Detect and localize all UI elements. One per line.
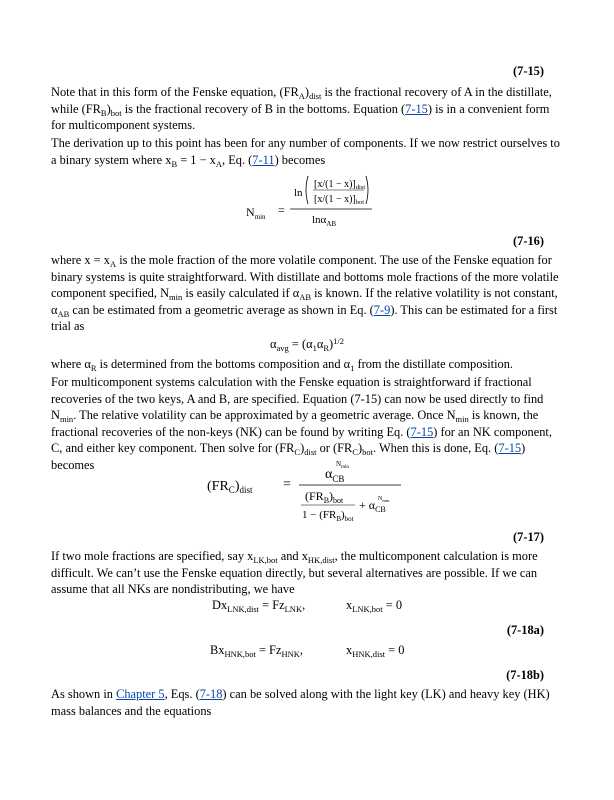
eq17-inner-den: $1 - (FR_B)_{bot}$ bbox=[302, 509, 354, 523]
link-eq-7-15[interactable]: 7-15 bbox=[405, 101, 428, 116]
equation-7-18b-right: $x_{HNK,dist} = 0$ bbox=[346, 643, 405, 659]
eq16-lhs: $N_{min}$ bbox=[246, 205, 266, 221]
equation-number-7-15: (7-15) bbox=[513, 64, 544, 78]
equation-7-18a-left: $Dx_{LNK,dist} = Fz_{LNK}$, bbox=[212, 598, 306, 614]
equation-7-18a-right: $x_{LNK,bot} = 0$ bbox=[346, 598, 403, 614]
paragraph-fractional-recovery: Note that in this form of the Fenske equation, $(FR_A)_{dist}$ is the fractional recovery of A in the distillate, while $(FR_B)_{bot}$ is the fractional recovery of B in the bottoms. Equation (7-15) is in a convenient form for multicomponent systems. bbox=[51, 85, 552, 132]
eq17-plus-alpha: + $\alpha_{CB}$ bbox=[359, 498, 386, 514]
eq16-num-top: $[x/(1 - x)]_{dist}$ bbox=[314, 179, 366, 191]
paragraph-two-mole-fractions: If two mole fractions are specified, say $x_{LK,bot}$ and $x_{HK,dist}$, the multicomponent calculation is more difficult. We can’t use the Fenske equation directly, but several alternatives are possible. If we can assume that all NKs are nondistributing, we have bbox=[51, 549, 538, 596]
link-eq-7-15-b[interactable]: 7-15 bbox=[410, 424, 434, 439]
eq16-left-paren bbox=[306, 176, 308, 204]
equation-number-7-18a: (7-18a) bbox=[506, 623, 544, 637]
equation-7-16 bbox=[240, 172, 380, 230]
eq17-plus-alpha-exp: $N_{min}$ bbox=[378, 496, 390, 503]
eq16-denominator: lnα$_{AB}$ bbox=[312, 214, 337, 228]
eq16-ln: ln bbox=[294, 187, 303, 199]
link-chapter-5[interactable]: Chapter 5 bbox=[116, 687, 165, 701]
paragraph-binary-fenske: where $x = x_A$ is the mole fraction of the more volatile component. The use of the Fenske equation for binary systems is quite straightforward. With distillate and bottoms mole fractions of the more volatile component specified, $N_{min}$ is easily calculated if $\alpha_{AB}$ is known. If the relative volatility is not constant, $\alpha_{AB}$ can be estimated from a geometric average as shown in Eq. (7-9). This can be estimated for a first trial as bbox=[51, 253, 559, 333]
eq16-right-paren bbox=[366, 176, 368, 204]
eq17-lhs: $(FR_C)_{dist}$ bbox=[207, 479, 253, 495]
link-eq-7-15-c[interactable]: 7-15 bbox=[498, 441, 522, 455]
paragraph-chapter-5: As shown in Chapter 5, Eqs. (7-18) can be solved along with the light key (LK) and heavy key (HK) mass balances and the equations bbox=[51, 687, 550, 718]
paragraph-multicomponent: For multicomponent systems calculation with the Fenske equation is straightforward if fractional recoveries of the two keys, A and B, are specified. Equation (7-15) can now be used directly to find $N_{min}$. The relative volatility can be approximated by a geometric average. Once $N_{min}$ is known, the fractional recoveries of the non-keys (NK) can be found by writing Eq. (7-15) for an NK component, C, and either key component. Then solve for $(FR_C)_{dist}$ or $(FR_C)_{bot}$. When this is done, Eq. (7-15) becomes bbox=[51, 375, 552, 472]
eq17-numerator: $\alpha_{CB}$ bbox=[325, 467, 345, 484]
paragraph-binary-system: The derivation up to this point has been for any number of components. If we now restrict ourselves to a binary system where $x_B = 1 - x_A$, Eq. (7-11) becomes bbox=[51, 136, 560, 169]
eq17-numerator-exp: $N_{min}$ bbox=[336, 460, 349, 470]
eq17-inner-num: $(FR_B)_{bot}$ bbox=[305, 489, 344, 505]
equation-number-7-17: (7-17) bbox=[513, 530, 544, 544]
equation-7-17 bbox=[205, 458, 405, 526]
paragraph-alpha-r: where $\alpha_R$ is determined from the bottoms composition and $\alpha_1$ from the distillate composition. bbox=[51, 357, 514, 373]
equation-7-18b-left: $Bx_{HNK,bot} = Fz_{HNK}$, bbox=[210, 643, 303, 659]
eq16-num-bottom: $[x/(1 - x)]_{bot}$ bbox=[314, 194, 365, 206]
eq16-equals: = bbox=[278, 203, 285, 217]
link-eq-7-11[interactable]: 7-11 bbox=[252, 152, 275, 167]
eq17-equals: = bbox=[283, 477, 291, 492]
equation-number-7-18b: (7-18b) bbox=[506, 668, 544, 682]
equation-alpha-avg: $\alpha_{avg} = (\alpha_1\alpha_R)^{1/2}$ bbox=[269, 336, 345, 353]
link-eq-7-18[interactable]: 7-18 bbox=[199, 687, 223, 701]
equation-number-7-16: (7-16) bbox=[513, 234, 544, 248]
link-eq-7-9[interactable]: 7-9 bbox=[373, 302, 391, 317]
